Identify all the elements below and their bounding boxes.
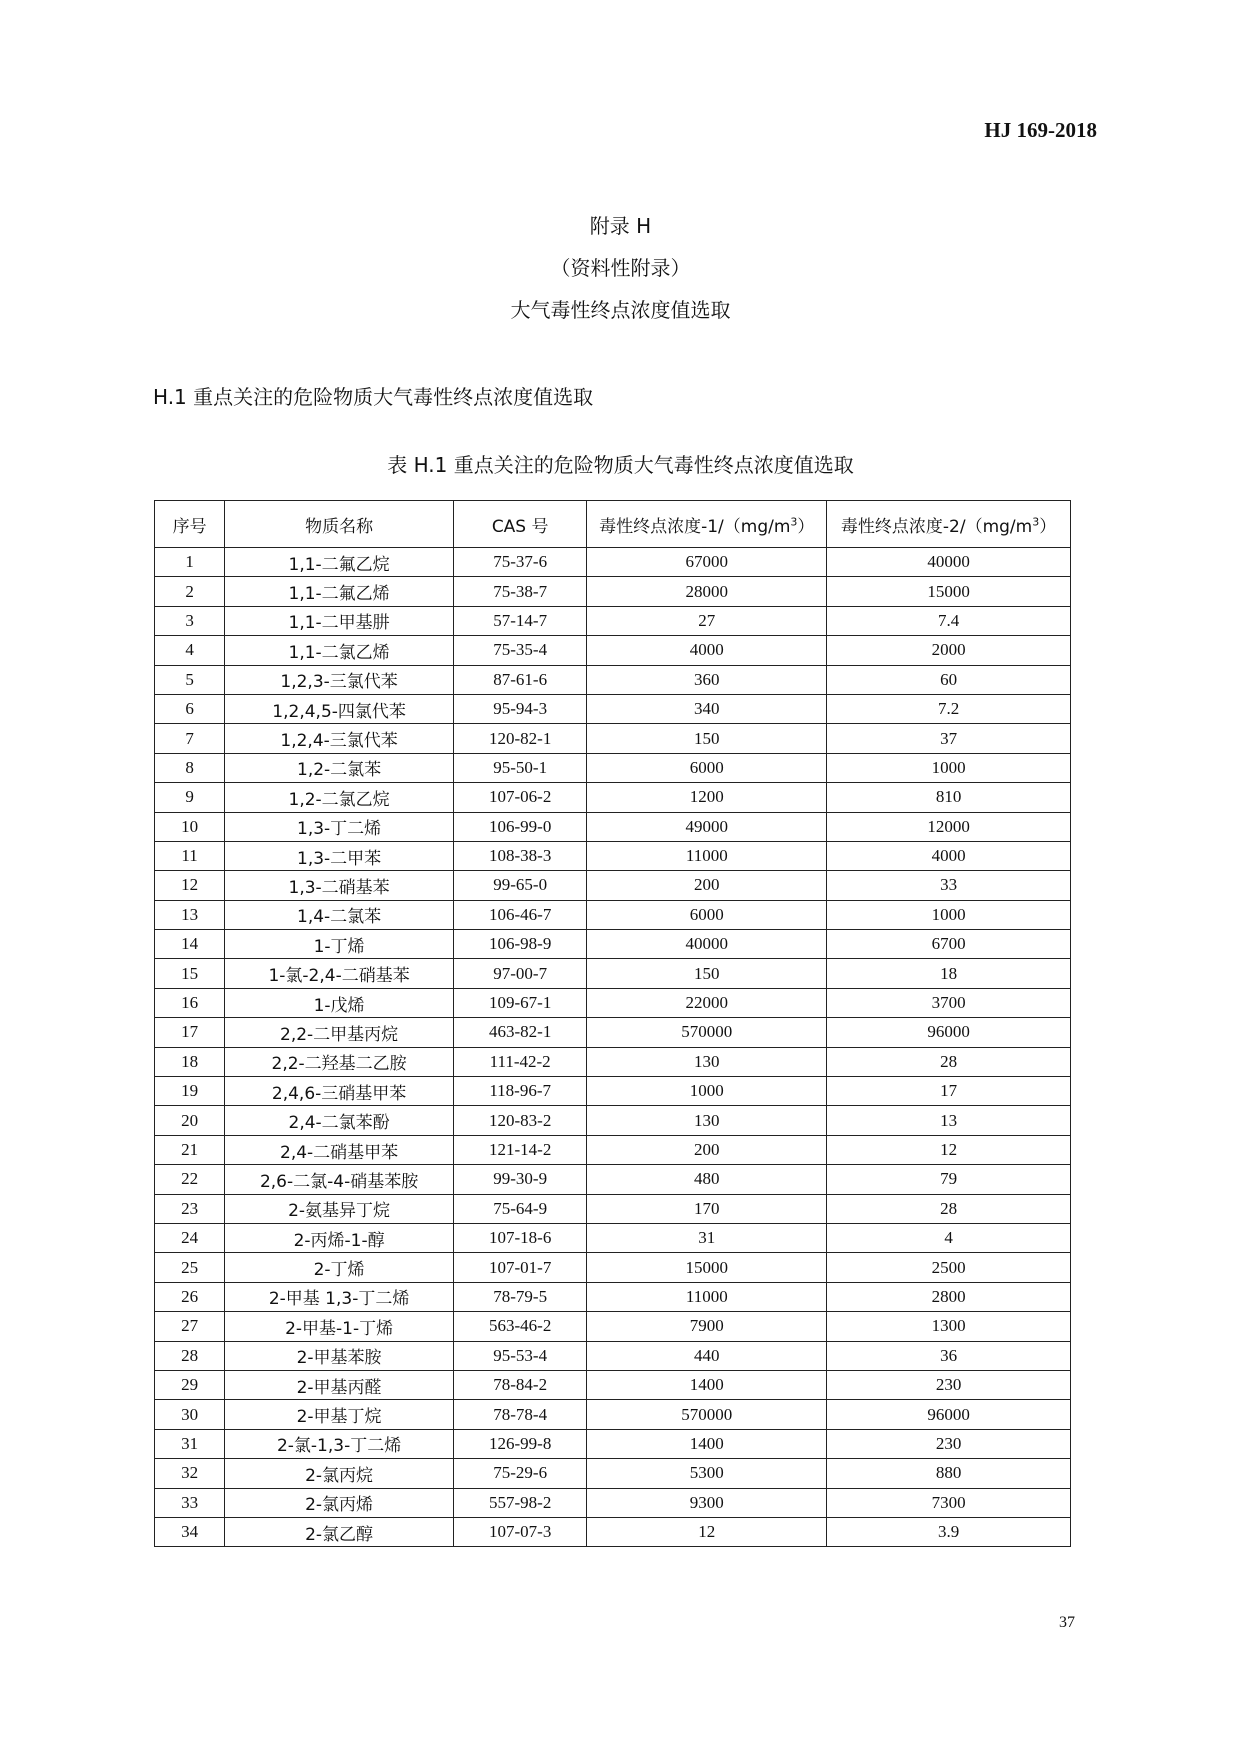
cell-concentration-2: 40000 bbox=[827, 548, 1071, 577]
cell-no: 30 bbox=[155, 1400, 225, 1429]
cell-no: 23 bbox=[155, 1194, 225, 1223]
cell-concentration-1: 130 bbox=[587, 1106, 827, 1135]
table-row bbox=[155, 606, 1071, 635]
cell-concentration-1: 11000 bbox=[587, 1282, 827, 1311]
cell-cas: 75-37-6 bbox=[453, 548, 586, 577]
cell-cas: 108-38-3 bbox=[453, 841, 586, 870]
table-row bbox=[155, 548, 1071, 577]
header-no: 序号 bbox=[155, 501, 225, 548]
cell-concentration-2: 3700 bbox=[827, 988, 1071, 1017]
cell-concentration-1: 340 bbox=[587, 694, 827, 723]
table-row bbox=[155, 900, 1071, 929]
cell-concentration-1: 200 bbox=[587, 871, 827, 900]
cell-cas: 78-84-2 bbox=[453, 1370, 586, 1399]
cell-no: 21 bbox=[155, 1135, 225, 1164]
table-row bbox=[155, 959, 1071, 988]
cell-name: 1,2-二氯苯 bbox=[225, 753, 454, 782]
cell-cas: 75-64-9 bbox=[453, 1194, 586, 1223]
table-row bbox=[155, 988, 1071, 1017]
cell-concentration-1: 6000 bbox=[587, 900, 827, 929]
cell-cas: 109-67-1 bbox=[453, 988, 586, 1017]
cell-name: 2-丁烯 bbox=[225, 1253, 454, 1282]
cell-concentration-1: 11000 bbox=[587, 841, 827, 870]
cell-cas: 95-94-3 bbox=[453, 694, 586, 723]
table-row bbox=[155, 1341, 1071, 1370]
cell-no: 33 bbox=[155, 1488, 225, 1517]
cell-cas: 463-82-1 bbox=[453, 1018, 586, 1047]
table-header-row bbox=[155, 501, 1071, 548]
table-row bbox=[155, 694, 1071, 723]
cell-concentration-1: 360 bbox=[587, 665, 827, 694]
cell-concentration-2: 7300 bbox=[827, 1488, 1071, 1517]
cell-cas: 57-14-7 bbox=[453, 606, 586, 635]
table-row bbox=[155, 1488, 1071, 1517]
cell-no: 28 bbox=[155, 1341, 225, 1370]
table-row bbox=[155, 1165, 1071, 1194]
table-row bbox=[155, 1459, 1071, 1488]
cell-concentration-1: 9300 bbox=[587, 1488, 827, 1517]
cell-concentration-1: 1400 bbox=[587, 1429, 827, 1458]
table-row bbox=[155, 930, 1071, 959]
cell-name: 2-氯乙醇 bbox=[225, 1517, 454, 1546]
cell-no: 3 bbox=[155, 606, 225, 635]
cell-name: 1,2,3-三氯代苯 bbox=[225, 665, 454, 694]
table-row bbox=[155, 812, 1071, 841]
cell-cas: 120-83-2 bbox=[453, 1106, 586, 1135]
document-code: HJ 169-2018 bbox=[984, 118, 1097, 142]
cell-no: 20 bbox=[155, 1106, 225, 1135]
cell-concentration-1: 1000 bbox=[587, 1077, 827, 1106]
header-name: 物质名称 bbox=[225, 501, 454, 548]
cell-no: 25 bbox=[155, 1253, 225, 1282]
cell-cas: 107-01-7 bbox=[453, 1253, 586, 1282]
cell-concentration-2: 96000 bbox=[827, 1018, 1071, 1047]
table-row bbox=[155, 1253, 1071, 1282]
cell-concentration-1: 67000 bbox=[587, 548, 827, 577]
cell-name: 1,1-二氯乙烯 bbox=[225, 636, 454, 665]
cell-concentration-1: 27 bbox=[587, 606, 827, 635]
cell-no: 10 bbox=[155, 812, 225, 841]
table-row bbox=[155, 841, 1071, 870]
cell-cas: 106-98-9 bbox=[453, 930, 586, 959]
cell-concentration-1: 570000 bbox=[587, 1400, 827, 1429]
cell-name: 2,6-二氯-4-硝基苯胺 bbox=[225, 1165, 454, 1194]
toxicity-table bbox=[154, 500, 1071, 1547]
cell-concentration-1: 440 bbox=[587, 1341, 827, 1370]
cell-name: 1,1-二氟乙烯 bbox=[225, 577, 454, 606]
cell-cas: 107-18-6 bbox=[453, 1223, 586, 1252]
cell-concentration-2: 3.9 bbox=[827, 1517, 1071, 1546]
cell-cas: 107-07-3 bbox=[453, 1517, 586, 1546]
table-row bbox=[155, 1223, 1071, 1252]
cell-concentration-1: 1200 bbox=[587, 783, 827, 812]
table-row bbox=[155, 1370, 1071, 1399]
cell-name: 2,4,6-三硝基甲苯 bbox=[225, 1077, 454, 1106]
table-row bbox=[155, 636, 1071, 665]
table-body bbox=[155, 548, 1071, 1547]
cell-cas: 75-35-4 bbox=[453, 636, 586, 665]
cell-concentration-2: 37 bbox=[827, 724, 1071, 753]
appendix-subject: 大气毒性终点浓度值选取 bbox=[510, 298, 731, 322]
cell-no: 29 bbox=[155, 1370, 225, 1399]
header-cas: CAS 号 bbox=[453, 501, 586, 548]
cell-name: 1-丁烯 bbox=[225, 930, 454, 959]
table-row bbox=[155, 1077, 1071, 1106]
cell-cas: 99-65-0 bbox=[453, 871, 586, 900]
cell-name: 1,3-二甲苯 bbox=[225, 841, 454, 870]
table-caption: 表 H.1 重点关注的危险物质大气毒性终点浓度值选取 bbox=[387, 453, 854, 477]
cell-cas: 97-00-7 bbox=[453, 959, 586, 988]
table-row bbox=[155, 1400, 1071, 1429]
cell-concentration-1: 6000 bbox=[587, 753, 827, 782]
cell-concentration-2: 36 bbox=[827, 1341, 1071, 1370]
cell-name: 2,4-二硝基甲苯 bbox=[225, 1135, 454, 1164]
cell-concentration-2: 810 bbox=[827, 783, 1071, 812]
cell-name: 1,2,4,5-四氯代苯 bbox=[225, 694, 454, 723]
cell-concentration-1: 28000 bbox=[587, 577, 827, 606]
cell-no: 26 bbox=[155, 1282, 225, 1311]
appendix-title: 附录 H bbox=[589, 214, 652, 238]
cell-cas: 107-06-2 bbox=[453, 783, 586, 812]
table-row bbox=[155, 724, 1071, 753]
table-row bbox=[155, 1312, 1071, 1341]
cell-no: 32 bbox=[155, 1459, 225, 1488]
cell-cas: 120-82-1 bbox=[453, 724, 586, 753]
cell-cas: 78-78-4 bbox=[453, 1400, 586, 1429]
cell-concentration-1: 31 bbox=[587, 1223, 827, 1252]
table-row bbox=[155, 1282, 1071, 1311]
cell-concentration-2: 28 bbox=[827, 1194, 1071, 1223]
cell-no: 14 bbox=[155, 930, 225, 959]
cell-concentration-2: 7.2 bbox=[827, 694, 1071, 723]
cell-cas: 557-98-2 bbox=[453, 1488, 586, 1517]
cell-name: 2-氨基异丁烷 bbox=[225, 1194, 454, 1223]
cell-name: 2-甲基 1,3-丁二烯 bbox=[225, 1282, 454, 1311]
cell-cas: 111-42-2 bbox=[453, 1047, 586, 1076]
cell-concentration-2: 230 bbox=[827, 1370, 1071, 1399]
cell-concentration-2: 12000 bbox=[827, 812, 1071, 841]
cell-concentration-2: 7.4 bbox=[827, 606, 1071, 635]
cell-concentration-1: 7900 bbox=[587, 1312, 827, 1341]
cell-concentration-2: 1300 bbox=[827, 1312, 1071, 1341]
table-row bbox=[155, 783, 1071, 812]
cell-concentration-2: 12 bbox=[827, 1135, 1071, 1164]
cell-cas: 563-46-2 bbox=[453, 1312, 586, 1341]
cell-concentration-2: 4 bbox=[827, 1223, 1071, 1252]
table-row bbox=[155, 1106, 1071, 1135]
cell-concentration-1: 170 bbox=[587, 1194, 827, 1223]
cell-concentration-1: 570000 bbox=[587, 1018, 827, 1047]
cell-cas: 126-99-8 bbox=[453, 1429, 586, 1458]
cell-concentration-2: 880 bbox=[827, 1459, 1071, 1488]
section-heading: H.1 重点关注的危险物质大气毒性终点浓度值选取 bbox=[153, 385, 594, 409]
cell-concentration-1: 4000 bbox=[587, 636, 827, 665]
cell-no: 34 bbox=[155, 1517, 225, 1546]
cell-name: 2-甲基-1-丁烯 bbox=[225, 1312, 454, 1341]
cell-concentration-2: 17 bbox=[827, 1077, 1071, 1106]
header-c1-suffix: ） bbox=[797, 516, 815, 537]
table-row bbox=[155, 871, 1071, 900]
cell-name: 2,2-二羟基二乙胺 bbox=[225, 1047, 454, 1076]
cell-concentration-2: 6700 bbox=[827, 930, 1071, 959]
cell-cas: 121-14-2 bbox=[453, 1135, 586, 1164]
cell-cas: 118-96-7 bbox=[453, 1077, 586, 1106]
cell-concentration-2: 33 bbox=[827, 871, 1071, 900]
cell-concentration-1: 150 bbox=[587, 959, 827, 988]
cell-concentration-1: 130 bbox=[587, 1047, 827, 1076]
table-row bbox=[155, 665, 1071, 694]
cell-no: 24 bbox=[155, 1223, 225, 1252]
cell-concentration-1: 480 bbox=[587, 1165, 827, 1194]
header-c1-prefix: 毒性终点浓度-1/（mg/m bbox=[599, 516, 791, 537]
cell-cas: 99-30-9 bbox=[453, 1165, 586, 1194]
cell-no: 27 bbox=[155, 1312, 225, 1341]
cell-concentration-1: 150 bbox=[587, 724, 827, 753]
cell-no: 1 bbox=[155, 548, 225, 577]
cell-name: 2-甲基丙醛 bbox=[225, 1370, 454, 1399]
cell-concentration-1: 22000 bbox=[587, 988, 827, 1017]
table-row bbox=[155, 577, 1071, 606]
cell-no: 13 bbox=[155, 900, 225, 929]
cell-no: 5 bbox=[155, 665, 225, 694]
header-concentration-2 bbox=[827, 501, 1071, 548]
cell-name: 1,3-二硝基苯 bbox=[225, 871, 454, 900]
cell-concentration-2: 4000 bbox=[827, 841, 1071, 870]
cell-name: 1,4-二氯苯 bbox=[225, 900, 454, 929]
cell-concentration-2: 28 bbox=[827, 1047, 1071, 1076]
cell-no: 17 bbox=[155, 1018, 225, 1047]
header-c2-suffix: ） bbox=[1039, 516, 1057, 537]
cell-cas: 78-79-5 bbox=[453, 1282, 586, 1311]
cell-cas: 87-61-6 bbox=[453, 665, 586, 694]
cell-name: 1,2-二氯乙烷 bbox=[225, 783, 454, 812]
cell-name: 1-戊烯 bbox=[225, 988, 454, 1017]
cell-concentration-2: 96000 bbox=[827, 1400, 1071, 1429]
header-c2-sup: 3 bbox=[1032, 514, 1040, 528]
cell-no: 19 bbox=[155, 1077, 225, 1106]
cell-concentration-2: 2500 bbox=[827, 1253, 1071, 1282]
cell-name: 1-氯-2,4-二硝基苯 bbox=[225, 959, 454, 988]
table-row bbox=[155, 1047, 1071, 1076]
cell-concentration-2: 2800 bbox=[827, 1282, 1071, 1311]
cell-no: 12 bbox=[155, 871, 225, 900]
cell-no: 6 bbox=[155, 694, 225, 723]
cell-no: 16 bbox=[155, 988, 225, 1017]
cell-name: 2-氯-1,3-丁二烯 bbox=[225, 1429, 454, 1458]
cell-concentration-1: 5300 bbox=[587, 1459, 827, 1488]
cell-no: 2 bbox=[155, 577, 225, 606]
table-row bbox=[155, 1194, 1071, 1223]
cell-name: 1,3-丁二烯 bbox=[225, 812, 454, 841]
cell-no: 9 bbox=[155, 783, 225, 812]
cell-cas: 95-53-4 bbox=[453, 1341, 586, 1370]
cell-concentration-2: 1000 bbox=[827, 900, 1071, 929]
cell-no: 18 bbox=[155, 1047, 225, 1076]
cell-concentration-1: 15000 bbox=[587, 1253, 827, 1282]
appendix-type: （资料性附录） bbox=[550, 256, 691, 280]
cell-name: 1,2,4-三氯代苯 bbox=[225, 724, 454, 753]
cell-concentration-1: 49000 bbox=[587, 812, 827, 841]
table-row bbox=[155, 1429, 1071, 1458]
cell-name: 2,2-二甲基丙烷 bbox=[225, 1018, 454, 1047]
cell-concentration-1: 12 bbox=[587, 1517, 827, 1546]
cell-name: 2-甲基苯胺 bbox=[225, 1341, 454, 1370]
cell-cas: 106-99-0 bbox=[453, 812, 586, 841]
cell-no: 4 bbox=[155, 636, 225, 665]
cell-concentration-1: 200 bbox=[587, 1135, 827, 1164]
header-c1-sup: 3 bbox=[790, 514, 798, 528]
cell-concentration-1: 1400 bbox=[587, 1370, 827, 1399]
cell-concentration-2: 60 bbox=[827, 665, 1071, 694]
table-row bbox=[155, 1018, 1071, 1047]
cell-no: 15 bbox=[155, 959, 225, 988]
cell-cas: 106-46-7 bbox=[453, 900, 586, 929]
cell-name: 2-甲基丁烷 bbox=[225, 1400, 454, 1429]
cell-cas: 75-38-7 bbox=[453, 577, 586, 606]
cell-name: 1,1-二甲基肼 bbox=[225, 606, 454, 635]
cell-concentration-2: 1000 bbox=[827, 753, 1071, 782]
table-row bbox=[155, 1135, 1071, 1164]
cell-name: 2-丙烯-1-醇 bbox=[225, 1223, 454, 1252]
cell-no: 7 bbox=[155, 724, 225, 753]
cell-concentration-2: 79 bbox=[827, 1165, 1071, 1194]
page-number: 37 bbox=[1059, 1614, 1075, 1631]
cell-no: 8 bbox=[155, 753, 225, 782]
cell-concentration-2: 2000 bbox=[827, 636, 1071, 665]
cell-no: 11 bbox=[155, 841, 225, 870]
header-concentration-1 bbox=[587, 501, 827, 548]
cell-no: 22 bbox=[155, 1165, 225, 1194]
cell-concentration-2: 15000 bbox=[827, 577, 1071, 606]
cell-cas: 75-29-6 bbox=[453, 1459, 586, 1488]
cell-name: 2-氯丙烯 bbox=[225, 1488, 454, 1517]
cell-cas: 95-50-1 bbox=[453, 753, 586, 782]
cell-concentration-2: 230 bbox=[827, 1429, 1071, 1458]
cell-name: 2,4-二氯苯酚 bbox=[225, 1106, 454, 1135]
table-row bbox=[155, 1517, 1071, 1546]
cell-concentration-1: 40000 bbox=[587, 930, 827, 959]
cell-no: 31 bbox=[155, 1429, 225, 1458]
table-row bbox=[155, 753, 1071, 782]
cell-name: 2-氯丙烷 bbox=[225, 1459, 454, 1488]
cell-concentration-2: 13 bbox=[827, 1106, 1071, 1135]
cell-concentration-2: 18 bbox=[827, 959, 1071, 988]
header-c2-prefix: 毒性终点浓度-2/（mg/m bbox=[840, 516, 1033, 537]
cell-name: 1,1-二氟乙烷 bbox=[225, 548, 454, 577]
